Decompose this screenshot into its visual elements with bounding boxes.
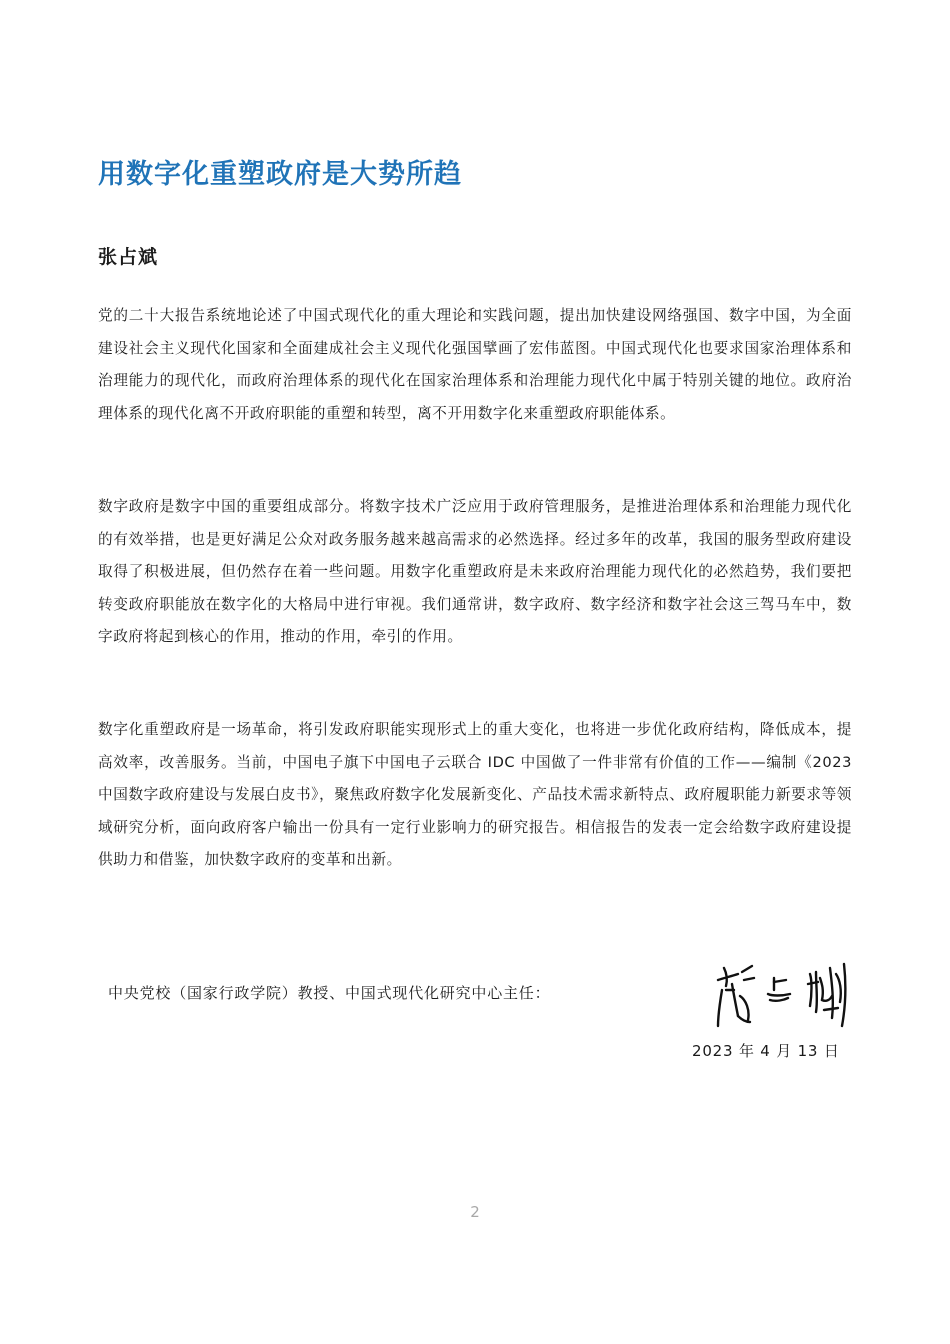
signature-date: 2023 年 4 月 13 日	[692, 1042, 840, 1060]
author-name: 张占斌	[98, 246, 159, 268]
page-number: 2	[470, 1203, 480, 1221]
article-title: 用数字化重塑政府是大势所趋	[98, 159, 462, 190]
paragraph-2: 数字政府是数字中国的重要组成部分。将数字技术广泛应用于政府管理服务，是推进治理体系和治理能力现代化的有效举措，也是更好满足公众对政务服务越来越高需求的必然选择。经过多年的改革，我国的服务型政府建设取得了积极进展，但仍然存在着一些问题。用数字化重塑政府是未来政府治理能力现代化的必然趋势，我们要把转变政府职能放在数字化的大格局中进行审视。我们通常讲，数字政府、数字经济和数字社会这三驾马车中，数字政府将起到核心的作用，推动的作用，牵引的作用。	[98, 498, 852, 645]
paragraph-3: 数字化重塑政府是一场革命，将引发政府职能实现形式上的重大变化，也将进一步优化政府结构，降低成本，提高效率，改善服务。当前，中国电子旗下中国电子云联合 IDC 中国做了一件非常有价值的工作——编制《2023 中国数字政府建设与发展白皮书》，聚焦政府数字化发展新变化、产品技术需求新特点、政府履职能力新要求等领域研究分析，面向政府客户输出一份具有一定行业影响力的研究报告。相信报告的发表一定会给数字政府建设提供助力和借鉴，加快数字政府的变革和出新。	[98, 721, 852, 868]
author-affiliation: 中央党校（国家行政学院）教授、中国式现代化研究中心主任：	[108, 984, 551, 1002]
paragraph-1: 党的二十大报告系统地论述了中国式现代化的重大理论和实践问题，提出加快建设网络强国、数字中国，为全面建设社会主义现代化国家和全面建成社会主义现代化强国擘画了宏伟蓝图。中国式现代化也要求国家治理体系和治理能力的现代化，而政府治理体系的现代化在国家治理体系和治理能力现代化中属于特别关键的地位。政府治理体系的现代化离不开政府职能的重塑和转型，离不开用数字化来重塑政府职能体系。	[98, 307, 852, 422]
signature-image	[712, 960, 862, 1036]
handwritten-signature	[712, 960, 862, 1036]
